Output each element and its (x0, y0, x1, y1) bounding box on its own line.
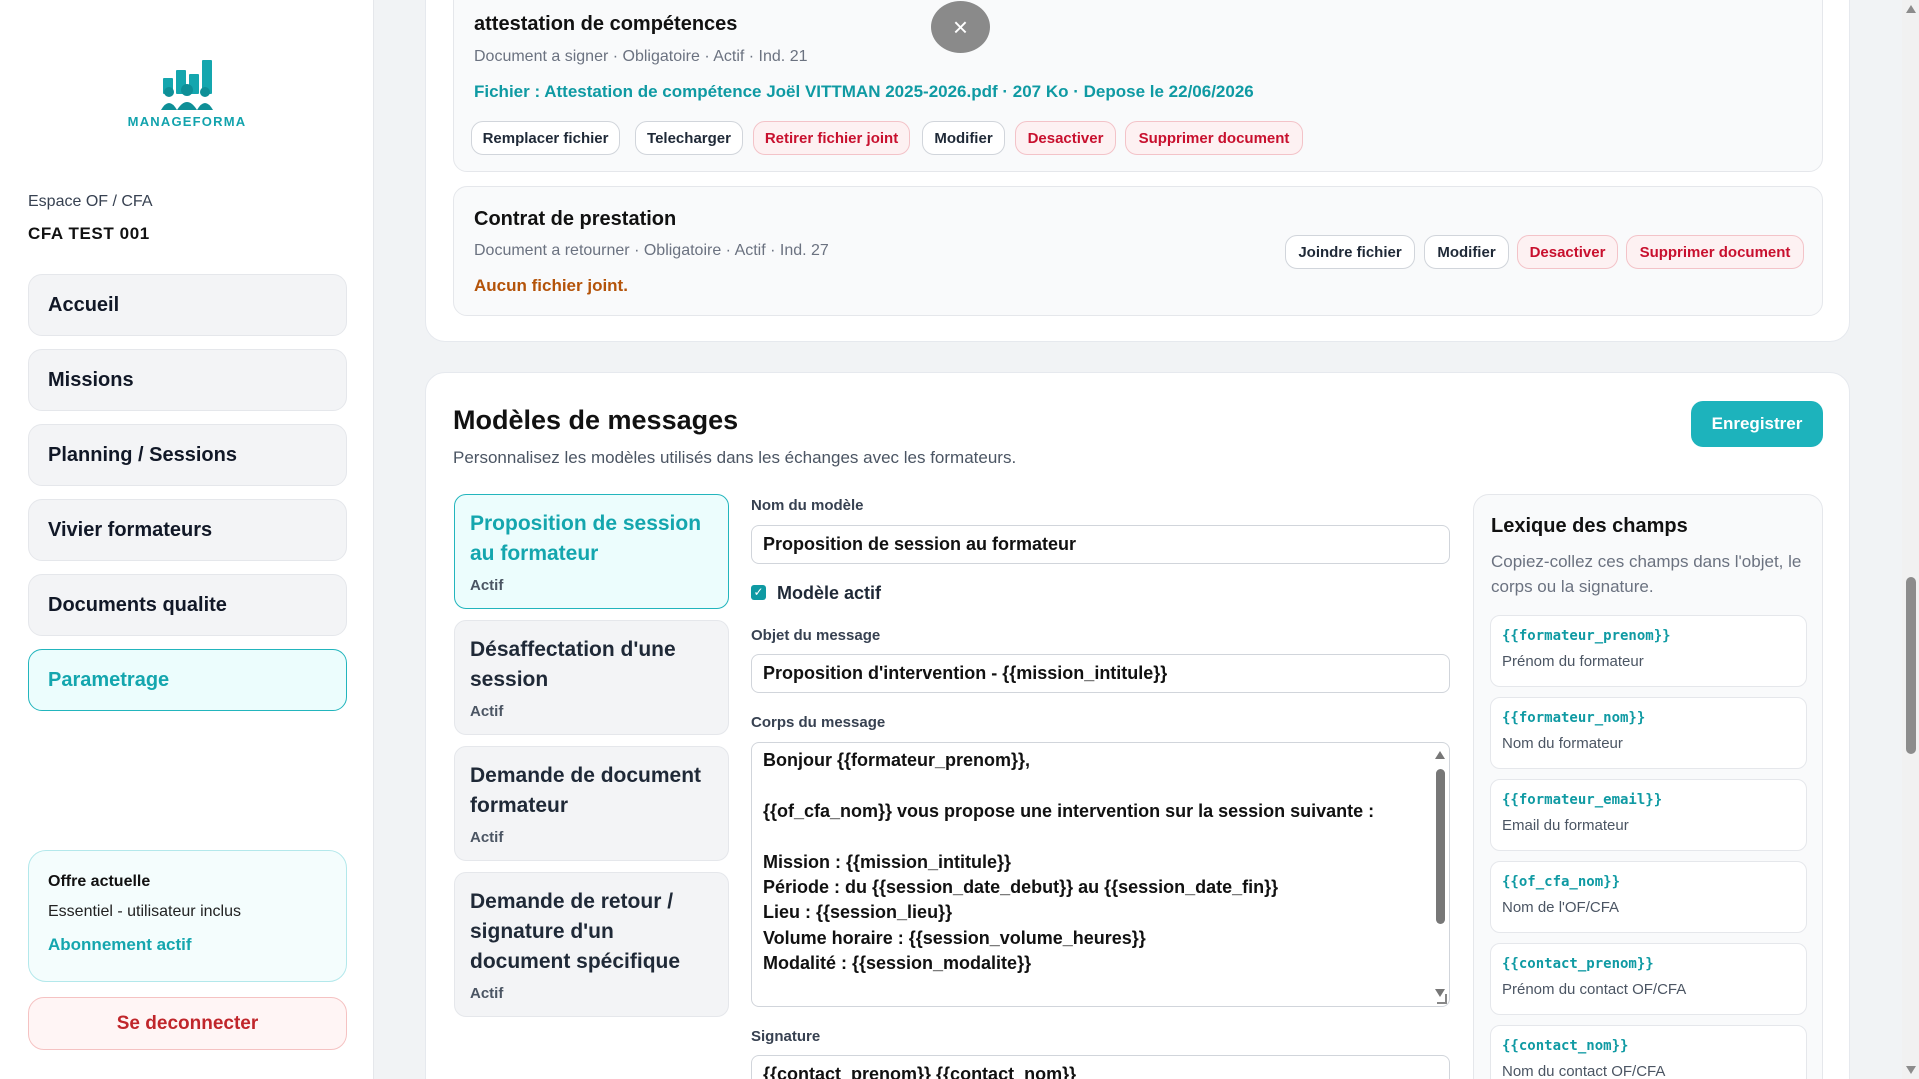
offer-title: Offre actuelle (48, 873, 151, 890)
attach-file-button[interactable]: Joindre fichier (1285, 235, 1415, 269)
body-line (763, 775, 1425, 800)
template-status: Actif (470, 703, 504, 720)
document-no-file: Aucun fichier joint. (474, 276, 628, 295)
subject-input[interactable] (751, 654, 1450, 693)
lexicon-title: Lexique des champs (1491, 515, 1688, 537)
field-code: {{formateur_nom}} (1502, 710, 1646, 726)
body-line: Lieu : {{session_lieu}} (763, 902, 953, 923)
field-code: {{formateur_email}} (1502, 792, 1663, 808)
space-label: Espace OF / CFA (28, 193, 153, 210)
document-file-info: Fichier : Attestation de compétence Joël VITTMAN 2025-2026.pdf · 207 Ko · Depose le 22/06/2026 (474, 82, 1254, 101)
body-line: Bonjour {{formateur_prenom}}, (763, 750, 1031, 770)
body-line (763, 826, 1425, 851)
document-item (453, 0, 1823, 172)
template-item[interactable] (454, 872, 729, 1017)
resize-handle-icon[interactable] (1437, 994, 1447, 1004)
body-line: Modalité : {{session_modalite}} (763, 953, 1032, 974)
scroll-up-arrow-icon[interactable] (1435, 751, 1445, 759)
body-textarea[interactable] (751, 742, 1450, 1007)
deactivate-button[interactable]: Desactiver (1015, 121, 1116, 155)
remove-file-button[interactable]: Retirer fichier joint (753, 121, 910, 155)
lexicon-field[interactable] (1490, 779, 1807, 851)
field-description: Prénom du formateur (1502, 653, 1644, 670)
deactivate-button[interactable]: Desactiver (1517, 235, 1618, 269)
field-description: Nom du contact OF/CFA (1502, 1063, 1666, 1079)
body-label: Corps du message (751, 714, 886, 731)
document-meta: Document a signer · Obligatoire · Actif · Ind. 21 (474, 48, 808, 65)
edit-button[interactable]: Modifier (922, 121, 1005, 155)
brand-name: MANAGEFORMA (127, 114, 247, 129)
subject-label: Objet du message (751, 627, 881, 644)
template-status: Actif (470, 985, 504, 1002)
main-nav (28, 274, 347, 724)
active-checkbox[interactable]: ✓ (751, 585, 766, 600)
document-meta: Document a retourner · Obligatoire · Actif · Ind. 27 (474, 242, 829, 259)
document-item (453, 186, 1823, 316)
field-description: Email du formateur (1502, 817, 1629, 834)
field-code: {{contact_nom}} (1502, 1038, 1629, 1054)
active-checkbox-label: Modèle actif (777, 583, 882, 603)
field-code: {{formateur_prenom}} (1502, 628, 1671, 644)
textarea-scrollbar[interactable] (1433, 747, 1447, 1001)
replace-file-button[interactable]: Remplacer fichier (471, 121, 620, 155)
section-subtitle: Personnalisez les modèles utilisés dans les échanges avec les formateurs. (453, 448, 1017, 467)
field-description: Nom de l'OF/CFA (1502, 899, 1620, 916)
document-title: attestation de compétences (474, 13, 738, 35)
fields-lexicon (1473, 494, 1823, 1079)
template-status: Actif (470, 577, 504, 594)
body-line: {{of_cfa_nom}} vous propose une intervention sur la session suivante : (763, 800, 1375, 821)
template-item[interactable] (454, 746, 729, 861)
offer-card (28, 850, 347, 982)
template-name: Proposition de session au formateur (470, 512, 702, 565)
delete-document-button[interactable]: Supprimer document (1125, 121, 1303, 155)
body-line: Volume horaire : {{session_volume_heures}} (763, 927, 1146, 948)
body-line: Mission : {{mission_intitule}} (763, 851, 1012, 872)
template-item[interactable] (454, 620, 729, 735)
save-button[interactable]: Enregistrer (1691, 401, 1823, 447)
delete-document-button[interactable]: Supprimer document (1626, 235, 1804, 269)
page-scroll-thumb[interactable] (1906, 577, 1916, 754)
field-description: Prénom du contact OF/CFA (1502, 981, 1687, 998)
nav-item-documents-qualite[interactable]: Documents qualite (28, 574, 347, 636)
brand-logo[interactable] (0, 58, 374, 129)
subscription-status[interactable]: Abonnement actif (48, 935, 192, 954)
close-icon[interactable]: × (931, 1, 990, 53)
offer-plan: Essentiel - utilisateur inclus (48, 903, 241, 920)
template-name: Demande de document formateur (470, 764, 702, 817)
sidebar (0, 0, 374, 1079)
template-name-label: Nom du modèle (751, 497, 864, 514)
signature-label: Signature (751, 1028, 821, 1045)
nav-item-planning-sessions[interactable]: Planning / Sessions (28, 424, 347, 486)
template-name-input[interactable] (751, 525, 1450, 564)
page-scroll-down-icon[interactable] (1906, 1066, 1916, 1074)
nav-item-missions[interactable]: Missions (28, 349, 347, 411)
lexicon-field[interactable] (1490, 615, 1807, 687)
space-name: CFA TEST 001 (28, 224, 150, 243)
edit-button[interactable]: Modifier (1424, 235, 1509, 269)
signature-input[interactable] (751, 1055, 1450, 1079)
template-name: Demande de retour / signature d'un document spécifique (470, 890, 681, 973)
document-title: Contrat de prestation (474, 208, 677, 230)
lexicon-subtitle: Copiez-collez ces champs dans l'objet, le corps ou la signature. (1491, 552, 1802, 596)
nav-item-parametrage[interactable]: Parametrage (28, 649, 347, 711)
lexicon-field[interactable] (1490, 943, 1807, 1015)
body-line: Période : du {{session_date_debut}} au {{session_date_fin}} (763, 876, 1279, 897)
lexicon-field[interactable] (1490, 861, 1807, 933)
logo-icon (159, 58, 215, 110)
field-code: {{contact_prenom}} (1502, 956, 1654, 972)
lexicon-field[interactable] (1490, 697, 1807, 769)
page-scrollbar[interactable] (1902, 0, 1919, 1079)
template-name: Désaffectation d'une session (470, 638, 676, 691)
section-title: Modèles de messages (453, 405, 739, 435)
page-scroll-up-icon[interactable] (1906, 5, 1916, 13)
scroll-thumb[interactable] (1436, 769, 1445, 924)
nav-item-accueil[interactable]: Accueil (28, 274, 347, 336)
field-code: {{of_cfa_nom}} (1502, 874, 1621, 890)
template-status: Actif (470, 829, 504, 846)
template-item[interactable] (454, 494, 729, 609)
download-button[interactable]: Telecharger (635, 121, 743, 155)
nav-item-vivier-formateurs[interactable]: Vivier formateurs (28, 499, 347, 561)
logout-button[interactable]: Se deconnecter (28, 997, 347, 1050)
field-description: Nom du formateur (1502, 735, 1623, 752)
body-text (763, 750, 1425, 979)
lexicon-field[interactable] (1490, 1025, 1807, 1079)
